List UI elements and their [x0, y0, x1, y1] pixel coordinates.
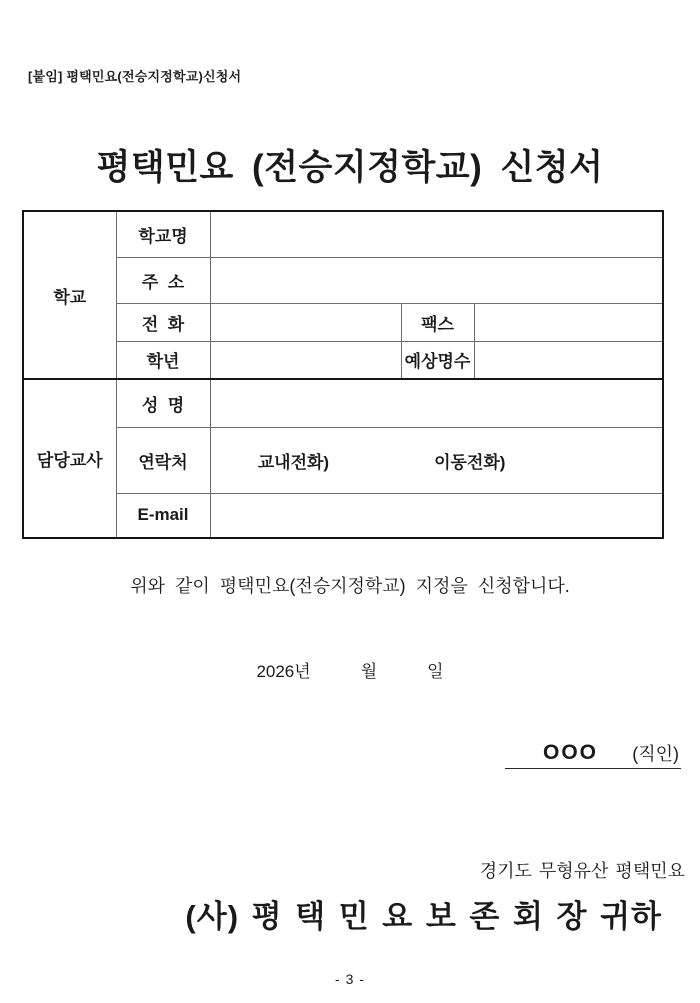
- signature-seal-note: (직인): [632, 744, 679, 764]
- table-row: [23, 427, 663, 493]
- signature-line: [505, 736, 681, 769]
- value-email: [210, 493, 663, 538]
- date-year: 2026년: [256, 662, 311, 681]
- value-expected-count: [474, 341, 663, 379]
- date-month: 월: [360, 662, 378, 681]
- table-row: [23, 379, 663, 427]
- section-header-school: 학교: [23, 211, 116, 379]
- table-row: [23, 257, 663, 303]
- organization-subtitle: 경기도 무형유산 평택민요: [479, 861, 685, 881]
- label-email: E-mail: [116, 493, 210, 538]
- value-phone: [210, 303, 401, 341]
- contact-school-phone-prefix: 교내전화): [257, 452, 330, 472]
- label-expected-count: 예상명수: [401, 341, 474, 379]
- recipient-line: (사) 평 택 민 요 보 존 회 장 귀하: [185, 899, 662, 934]
- label-grade: 학년: [116, 341, 210, 379]
- table-row: [23, 211, 663, 257]
- value-fax: [474, 303, 663, 341]
- label-contact: 연락처: [116, 427, 210, 493]
- table-row: [23, 341, 663, 379]
- contact-mobile-phone-prefix: 이동전화): [434, 452, 506, 472]
- table-row: [23, 303, 663, 341]
- date-line: [0, 657, 700, 682]
- signature-name: OOO: [543, 741, 599, 764]
- page-title: 평택민요 (전승지정학교) 신청서: [96, 148, 604, 187]
- attachment-label: [붙임] 평택민요(전승지정학교)신청서: [28, 69, 242, 84]
- label-phone: 전 화: [116, 303, 210, 341]
- section-header-teacher: 담당교사: [23, 379, 116, 538]
- value-contact: [210, 427, 663, 493]
- label-fax: 팩스: [401, 303, 474, 341]
- value-grade: [210, 341, 401, 379]
- date-day: 일: [427, 662, 444, 681]
- value-school-name: [210, 211, 663, 257]
- table-row: [23, 493, 663, 538]
- label-teacher-name: 성 명: [116, 379, 210, 427]
- page-number: - 3 -: [335, 971, 365, 987]
- label-address: 주 소: [116, 257, 210, 303]
- value-address: [210, 257, 663, 303]
- value-teacher-name: [210, 379, 663, 427]
- application-statement: 위와 같이 평택민요(전승지정학교) 지정을 신청합니다.: [130, 576, 570, 596]
- label-school-name: 학교명: [116, 211, 210, 257]
- application-form-table: [22, 210, 664, 539]
